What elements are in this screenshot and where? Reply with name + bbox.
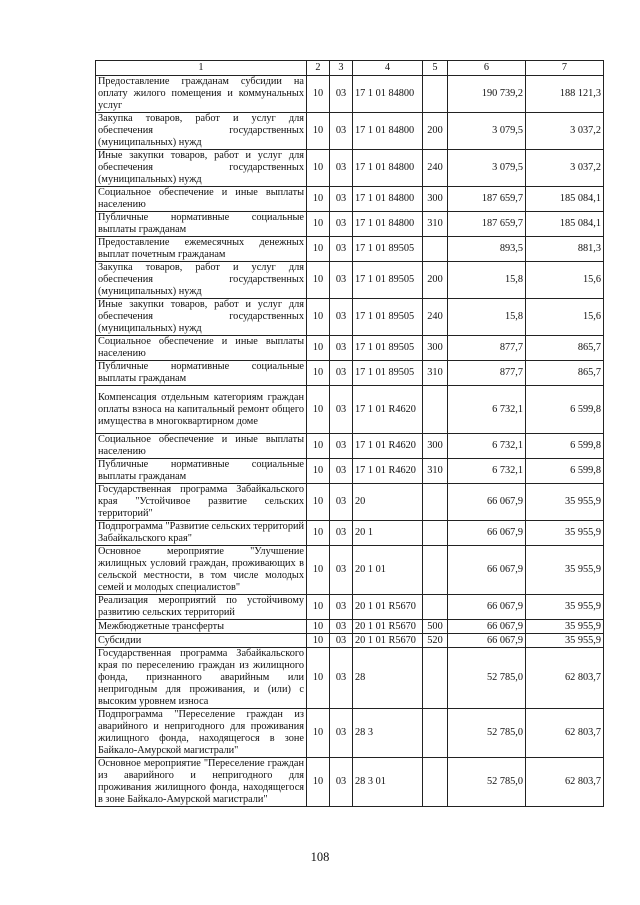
amount-cell: 188 121,3 <box>526 76 604 113</box>
amount-cell: 6 732,1 <box>448 434 526 459</box>
row-name-cell: Основное мероприятие "Улучшение жилищных условий граждан, проживающих в сельской местности, в том числе молодых семей и молодых специалистов" <box>96 546 307 595</box>
section-cell: 10 <box>307 521 330 546</box>
subsection-cell: 03 <box>330 299 353 336</box>
expense-type-cell: 500 <box>423 620 448 634</box>
row-name-cell: Реализация мероприятий по устойчивому развитию сельских территорий <box>96 595 307 620</box>
row-name-cell: Социальное обеспечение и иные выплаты населению <box>96 336 307 361</box>
amount-cell: 6 599,8 <box>526 386 604 434</box>
row-name-cell: Межбюджетные трансферты <box>96 620 307 634</box>
row-name-cell: Предоставление гражданам субсидии на оплату жилого помещения и коммунальных услуг <box>96 76 307 113</box>
expense-type-cell: 310 <box>423 361 448 386</box>
expense-type-cell: 300 <box>423 187 448 212</box>
row-name-cell: Социальное обеспечение и иные выплаты населению <box>96 187 307 212</box>
table-row <box>96 386 604 434</box>
header-cell: 1 <box>96 61 307 76</box>
target-article-cell: 17 1 01 84800 <box>353 187 423 212</box>
amount-cell: 35 955,9 <box>526 521 604 546</box>
row-name-cell: Иные закупки товаров, работ и услуг для обеспечения государственных (муниципальных) нужд <box>96 150 307 187</box>
amount-cell: 187 659,7 <box>448 212 526 237</box>
target-article-cell: 20 1 01 R5670 <box>353 620 423 634</box>
target-article-cell: 17 1 01 84800 <box>353 150 423 187</box>
expense-type-cell: 240 <box>423 299 448 336</box>
target-article-cell: 17 1 01 R4620 <box>353 434 423 459</box>
amount-cell: 35 955,9 <box>526 634 604 648</box>
header-cell: 3 <box>330 61 353 76</box>
section-cell: 10 <box>307 76 330 113</box>
amount-cell: 187 659,7 <box>448 187 526 212</box>
amount-cell: 52 785,0 <box>448 758 526 807</box>
amount-cell: 3 037,2 <box>526 113 604 150</box>
amount-cell: 35 955,9 <box>526 620 604 634</box>
section-cell: 10 <box>307 113 330 150</box>
amount-cell: 35 955,9 <box>526 595 604 620</box>
table-row <box>96 150 604 187</box>
target-article-cell: 28 <box>353 648 423 709</box>
target-article-cell: 17 1 01 84800 <box>353 212 423 237</box>
subsection-cell: 03 <box>330 709 353 758</box>
amount-cell: 66 067,9 <box>448 634 526 648</box>
amount-cell: 877,7 <box>448 336 526 361</box>
subsection-cell: 03 <box>330 595 353 620</box>
section-cell: 10 <box>307 237 330 262</box>
amount-cell: 190 739,2 <box>448 76 526 113</box>
section-cell: 10 <box>307 634 330 648</box>
table-row <box>96 521 604 546</box>
amount-cell: 52 785,0 <box>448 709 526 758</box>
amount-cell: 185 084,1 <box>526 187 604 212</box>
subsection-cell: 03 <box>330 634 353 648</box>
subsection-cell: 03 <box>330 150 353 187</box>
section-cell: 10 <box>307 336 330 361</box>
row-name-cell: Иные закупки товаров, работ и услуг для обеспечения государственных (муниципальных) нужд <box>96 299 307 336</box>
target-article-cell: 28 3 01 <box>353 758 423 807</box>
header-cell: 4 <box>353 61 423 76</box>
amount-cell: 185 084,1 <box>526 212 604 237</box>
header-cell: 2 <box>307 61 330 76</box>
header-cell: 6 <box>448 61 526 76</box>
row-name-cell: Государственная программа Забайкальского края по переселению граждан из жилищного фонда, признанного аварийным или непригодным для проживания, и (или) с высоким уровнем износа <box>96 648 307 709</box>
expense-type-cell: 200 <box>423 262 448 299</box>
subsection-cell: 03 <box>330 237 353 262</box>
table-header-row <box>96 61 604 76</box>
row-name-cell: Социальное обеспечение и иные выплаты населению <box>96 434 307 459</box>
expense-type-cell <box>423 758 448 807</box>
expense-type-cell: 240 <box>423 150 448 187</box>
section-cell: 10 <box>307 361 330 386</box>
row-name-cell: Публичные нормативные социальные выплаты гражданам <box>96 212 307 237</box>
table-row <box>96 758 604 807</box>
subsection-cell: 03 <box>330 521 353 546</box>
amount-cell: 66 067,9 <box>448 484 526 521</box>
table-row <box>96 546 604 595</box>
table-row <box>96 262 604 299</box>
amount-cell: 3 079,5 <box>448 150 526 187</box>
header-cell: 7 <box>526 61 604 76</box>
expense-type-cell: 200 <box>423 113 448 150</box>
amount-cell: 3 037,2 <box>526 150 604 187</box>
amount-cell: 6 599,8 <box>526 459 604 484</box>
section-cell: 10 <box>307 386 330 434</box>
expense-type-cell <box>423 709 448 758</box>
amount-cell: 62 803,7 <box>526 709 604 758</box>
target-article-cell: 17 1 01 R4620 <box>353 386 423 434</box>
table-row <box>96 484 604 521</box>
amount-cell: 66 067,9 <box>448 546 526 595</box>
section-cell: 10 <box>307 620 330 634</box>
row-name-cell: Субсидии <box>96 634 307 648</box>
row-name-cell: Публичные нормативные социальные выплаты гражданам <box>96 459 307 484</box>
section-cell: 10 <box>307 299 330 336</box>
row-name-cell: Государственная программа Забайкальского края "Устойчивое развитие сельских территорий" <box>96 484 307 521</box>
subsection-cell: 03 <box>330 758 353 807</box>
table-row <box>96 212 604 237</box>
expense-type-cell: 300 <box>423 434 448 459</box>
row-name-cell: Основное мероприятие "Переселение граждан из аварийного и непригодного для проживания жилищного фонда, находящегося в зоне Байкало-Амурской магистрали" <box>96 758 307 807</box>
amount-cell: 15,8 <box>448 262 526 299</box>
expense-type-cell <box>423 386 448 434</box>
amount-cell: 6 599,8 <box>526 434 604 459</box>
target-article-cell: 17 1 01 89505 <box>353 299 423 336</box>
amount-cell: 6 732,1 <box>448 459 526 484</box>
table-row <box>96 113 604 150</box>
amount-cell: 3 079,5 <box>448 113 526 150</box>
amount-cell: 15,8 <box>448 299 526 336</box>
subsection-cell: 03 <box>330 648 353 709</box>
expense-type-cell <box>423 237 448 262</box>
target-article-cell: 17 1 01 89505 <box>353 237 423 262</box>
target-article-cell: 17 1 01 R4620 <box>353 459 423 484</box>
row-name-cell: Закупка товаров, работ и услуг для обеспечения государственных (муниципальных) нужд <box>96 262 307 299</box>
expense-type-cell: 310 <box>423 459 448 484</box>
subsection-cell: 03 <box>330 113 353 150</box>
amount-cell: 52 785,0 <box>448 648 526 709</box>
amount-cell: 66 067,9 <box>448 620 526 634</box>
table-row <box>96 299 604 336</box>
subsection-cell: 03 <box>330 386 353 434</box>
section-cell: 10 <box>307 709 330 758</box>
row-name-cell: Подпрограмма "Переселение граждан из аварийного и непригодного для проживания жилищного фонда, находящегося в зоне Байкало-Амурской магистрали" <box>96 709 307 758</box>
target-article-cell: 17 1 01 89505 <box>353 336 423 361</box>
table-row <box>96 76 604 113</box>
row-name-cell: Предоставление ежемесячных денежных выплат почетным гражданам <box>96 237 307 262</box>
amount-cell: 15,6 <box>526 262 604 299</box>
section-cell: 10 <box>307 212 330 237</box>
target-article-cell: 20 <box>353 484 423 521</box>
target-article-cell: 28 3 <box>353 709 423 758</box>
table-row <box>96 237 604 262</box>
expense-type-cell <box>423 546 448 595</box>
subsection-cell: 03 <box>330 76 353 113</box>
table-row <box>96 361 604 386</box>
table-row <box>96 459 604 484</box>
amount-cell: 865,7 <box>526 361 604 386</box>
amount-cell: 35 955,9 <box>526 546 604 595</box>
target-article-cell: 20 1 01 R5670 <box>353 634 423 648</box>
section-cell: 10 <box>307 484 330 521</box>
section-cell: 10 <box>307 546 330 595</box>
section-cell: 10 <box>307 150 330 187</box>
expense-type-cell: 300 <box>423 336 448 361</box>
amount-cell: 865,7 <box>526 336 604 361</box>
target-article-cell: 17 1 01 84800 <box>353 113 423 150</box>
target-article-cell: 17 1 01 89505 <box>353 361 423 386</box>
section-cell: 10 <box>307 595 330 620</box>
subsection-cell: 03 <box>330 212 353 237</box>
row-name-cell: Публичные нормативные социальные выплаты гражданам <box>96 361 307 386</box>
expense-type-cell <box>423 521 448 546</box>
subsection-cell: 03 <box>330 361 353 386</box>
subsection-cell: 03 <box>330 484 353 521</box>
target-article-cell: 17 1 01 84800 <box>353 76 423 113</box>
subsection-cell: 03 <box>330 187 353 212</box>
table-row <box>96 648 604 709</box>
target-article-cell: 17 1 01 89505 <box>353 262 423 299</box>
row-name-cell: Компенсация отдельным категориям граждан оплаты взноса на капитальный ремонт общего имущества в многоквартирном доме <box>96 386 307 434</box>
subsection-cell: 03 <box>330 262 353 299</box>
amount-cell: 66 067,9 <box>448 595 526 620</box>
subsection-cell: 03 <box>330 620 353 634</box>
expense-type-cell: 520 <box>423 634 448 648</box>
expense-type-cell <box>423 76 448 113</box>
target-article-cell: 20 1 01 R5670 <box>353 595 423 620</box>
amount-cell: 62 803,7 <box>526 758 604 807</box>
budget-table <box>95 60 604 807</box>
table-row <box>96 336 604 361</box>
section-cell: 10 <box>307 459 330 484</box>
table-row <box>96 595 604 620</box>
page-number: 108 <box>310 850 330 864</box>
subsection-cell: 03 <box>330 546 353 595</box>
expense-type-cell <box>423 595 448 620</box>
table-row <box>96 434 604 459</box>
row-name-cell: Подпрограмма "Развитие сельских территорий Забайкальского края" <box>96 521 307 546</box>
amount-cell: 15,6 <box>526 299 604 336</box>
header-cell: 5 <box>423 61 448 76</box>
amount-cell: 881,3 <box>526 237 604 262</box>
subsection-cell: 03 <box>330 434 353 459</box>
expense-type-cell <box>423 484 448 521</box>
table-row <box>96 709 604 758</box>
section-cell: 10 <box>307 648 330 709</box>
section-cell: 10 <box>307 434 330 459</box>
subsection-cell: 03 <box>330 459 353 484</box>
subsection-cell: 03 <box>330 336 353 361</box>
table-row <box>96 620 604 634</box>
target-article-cell: 20 1 <box>353 521 423 546</box>
table-row <box>96 634 604 648</box>
amount-cell: 893,5 <box>448 237 526 262</box>
expense-type-cell <box>423 648 448 709</box>
amount-cell: 62 803,7 <box>526 648 604 709</box>
section-cell: 10 <box>307 758 330 807</box>
expense-type-cell: 310 <box>423 212 448 237</box>
table-row <box>96 187 604 212</box>
section-cell: 10 <box>307 262 330 299</box>
section-cell: 10 <box>307 187 330 212</box>
row-name-cell: Закупка товаров, работ и услуг для обеспечения государственных (муниципальных) нужд <box>96 113 307 150</box>
amount-cell: 35 955,9 <box>526 484 604 521</box>
amount-cell: 877,7 <box>448 361 526 386</box>
amount-cell: 66 067,9 <box>448 521 526 546</box>
target-article-cell: 20 1 01 <box>353 546 423 595</box>
amount-cell: 6 732,1 <box>448 386 526 434</box>
